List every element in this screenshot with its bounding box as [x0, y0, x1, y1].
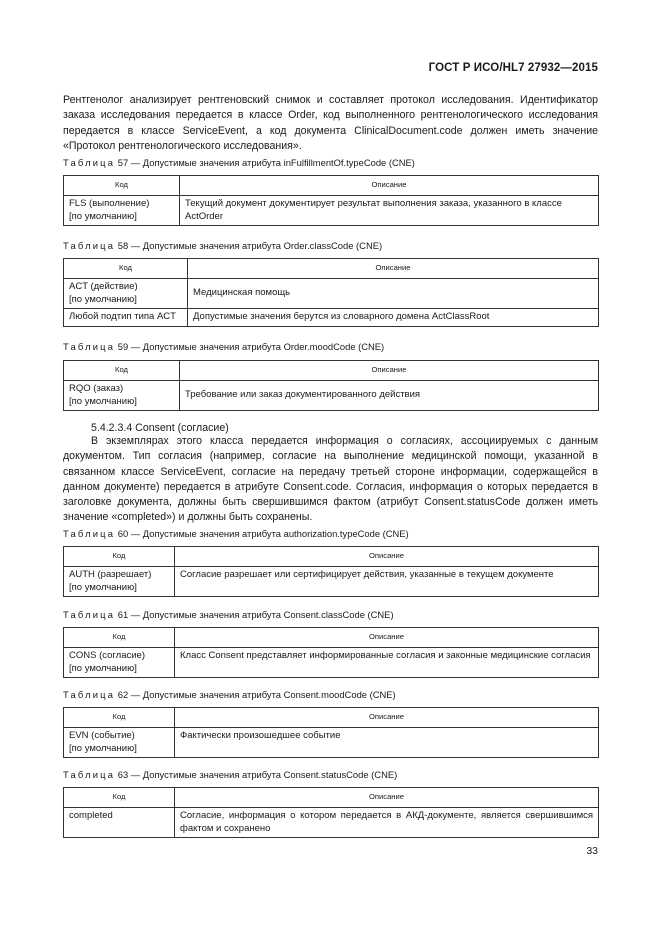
table-row — [64, 196, 599, 226]
table-header-row — [64, 176, 599, 196]
code-value: FLS (выполнение) — [69, 198, 150, 209]
description-cell: Требование или заказ документированного действия — [180, 381, 599, 411]
caption-prefix: Таблица — [63, 609, 116, 620]
section-body-paragraph: В экземплярах этого класса передается информация о согласиях, ассоциируемых с данным документом. Тип согласия (например, согласие на выполнение медицинской помощи, указанной в связанном классе ServiceEvent, согласие на передачу третьей стороне информации, содержащейся в данном документе) передается в атрибуте Consent.code. Согласия, информация о которых передается в заголовке документа, должны быть свершившимся фактом (атрибут Consent.statusCode должен иметь значение «completed») и должны быть сохранены. — [63, 435, 598, 524]
intro-paragraph: Рентгенолог анализирует рентгеновский снимок и составляет протокол исследования. Идентификатор заказа исследования передается в классе Order, код выполненного рентгенологического исследования передается в классе ServiceEvent, а код документа ClinicalDocument.code должен иметь значение «Протокол рентгенологического исследования». — [63, 94, 598, 152]
table-header-row — [64, 361, 599, 381]
caption-prefix: Таблица — [63, 528, 116, 539]
code-cell — [64, 648, 175, 678]
caption-prefix: Таблица — [63, 689, 116, 700]
code-cell — [64, 728, 175, 758]
document-code-header: ГОСТ Р ИСО/HL7 27932—2015 — [428, 62, 598, 74]
code-note: [по умолчанию] — [69, 293, 137, 305]
col-header-code: Код — [64, 708, 175, 728]
col-header-code: Код — [64, 788, 175, 808]
table-63-caption — [63, 769, 397, 781]
code-value: RQO (заказ) — [69, 383, 124, 394]
table-57-caption — [63, 157, 415, 169]
caption-text: 57 — Допустимые значения атрибута inFulfillmentOf.typeCode (CNE) — [115, 157, 415, 168]
code-note: [по умолчанию] — [69, 581, 137, 593]
table-59-caption — [63, 341, 384, 353]
description-cell: Допустимые значения берутся из словарного домена ActClassRoot — [188, 309, 599, 327]
table-header-row — [64, 628, 599, 648]
table-row — [64, 567, 599, 597]
code-cell: completed — [64, 808, 175, 838]
description-cell: Класс Consent представляет информированные согласия и законные медицинские согласия — [175, 648, 599, 678]
code-value: ACT (действие) — [69, 281, 138, 292]
table-row — [64, 728, 599, 758]
caption-text: 58 — Допустимые значения атрибута Order.classCode (CNE) — [115, 240, 383, 251]
code-cell: Любой подтип типа ACT — [64, 309, 188, 327]
table-header-row — [64, 788, 599, 808]
table-60-caption — [63, 528, 409, 540]
table-57 — [63, 175, 599, 226]
code-note: [по умолчанию] — [69, 210, 137, 222]
table-58 — [63, 258, 599, 327]
section-heading: 5.4.2.3.4 Consent (согласие) — [91, 422, 229, 434]
description-cell: Фактически произошедшее событие — [175, 728, 599, 758]
caption-text: 61 — Допустимые значения атрибута Consent.classCode (CNE) — [115, 609, 394, 620]
caption-prefix: Таблица — [63, 769, 116, 780]
table-row — [64, 381, 599, 411]
col-header-code: Код — [64, 361, 180, 381]
page-number: 33 — [586, 845, 598, 857]
code-cell — [64, 279, 188, 309]
col-header-code: Код — [64, 259, 188, 279]
description-cell: Согласие разрешает или сертифицирует действия, указанные в текущем документе — [175, 567, 599, 597]
description-cell: Согласие, информация о котором передается в АКД-документе, является свершившимся фактом и сохранено — [175, 808, 599, 838]
table-header-row — [64, 708, 599, 728]
col-header-description: Описание — [175, 788, 599, 808]
table-row — [64, 309, 599, 327]
description-cell: Текущий документ документирует результат выполнения заказа, указанного в классе ActOrder — [180, 196, 599, 226]
code-note: [по умолчанию] — [69, 742, 137, 754]
col-header-description: Описание — [188, 259, 599, 279]
caption-prefix: Таблица — [63, 240, 116, 251]
caption-prefix: Таблица — [63, 157, 116, 168]
col-header-description: Описание — [175, 708, 599, 728]
table-header-row — [64, 259, 599, 279]
table-row — [64, 648, 599, 678]
code-note: [по умолчанию] — [69, 662, 137, 674]
code-value: AUTH (разрешает) — [69, 569, 152, 580]
table-61-caption — [63, 609, 394, 621]
code-value: EVN (событие) — [69, 730, 135, 741]
code-value: CONS (согласие) — [69, 650, 145, 661]
table-63 — [63, 787, 599, 838]
table-row — [64, 279, 599, 309]
caption-text: 62 — Допустимые значения атрибута Consent.moodCode (CNE) — [115, 689, 396, 700]
table-59 — [63, 360, 599, 411]
caption-text: 59 — Допустимые значения атрибута Order.moodCode (CNE) — [115, 341, 385, 352]
col-header-description: Описание — [180, 176, 599, 196]
caption-text: 63 — Допустимые значения атрибута Consent.statusCode (CNE) — [115, 769, 398, 780]
table-row — [64, 808, 599, 838]
table-58-caption — [63, 240, 382, 252]
col-header-description: Описание — [180, 361, 599, 381]
description-cell: Медицинская помощь — [188, 279, 599, 309]
caption-text: 60 — Допустимые значения атрибута authorization.typeCode (CNE) — [115, 528, 409, 539]
code-note: [по умолчанию] — [69, 395, 137, 407]
table-61 — [63, 627, 599, 678]
code-cell — [64, 567, 175, 597]
col-header-code: Код — [64, 547, 175, 567]
code-cell — [64, 196, 180, 226]
col-header-code: Код — [64, 176, 180, 196]
code-cell — [64, 381, 180, 411]
col-header-description: Описание — [175, 547, 599, 567]
col-header-description: Описание — [175, 628, 599, 648]
table-62 — [63, 707, 599, 758]
caption-prefix: Таблица — [63, 341, 116, 352]
table-header-row — [64, 547, 599, 567]
table-60 — [63, 546, 599, 597]
col-header-code: Код — [64, 628, 175, 648]
table-62-caption — [63, 689, 396, 701]
